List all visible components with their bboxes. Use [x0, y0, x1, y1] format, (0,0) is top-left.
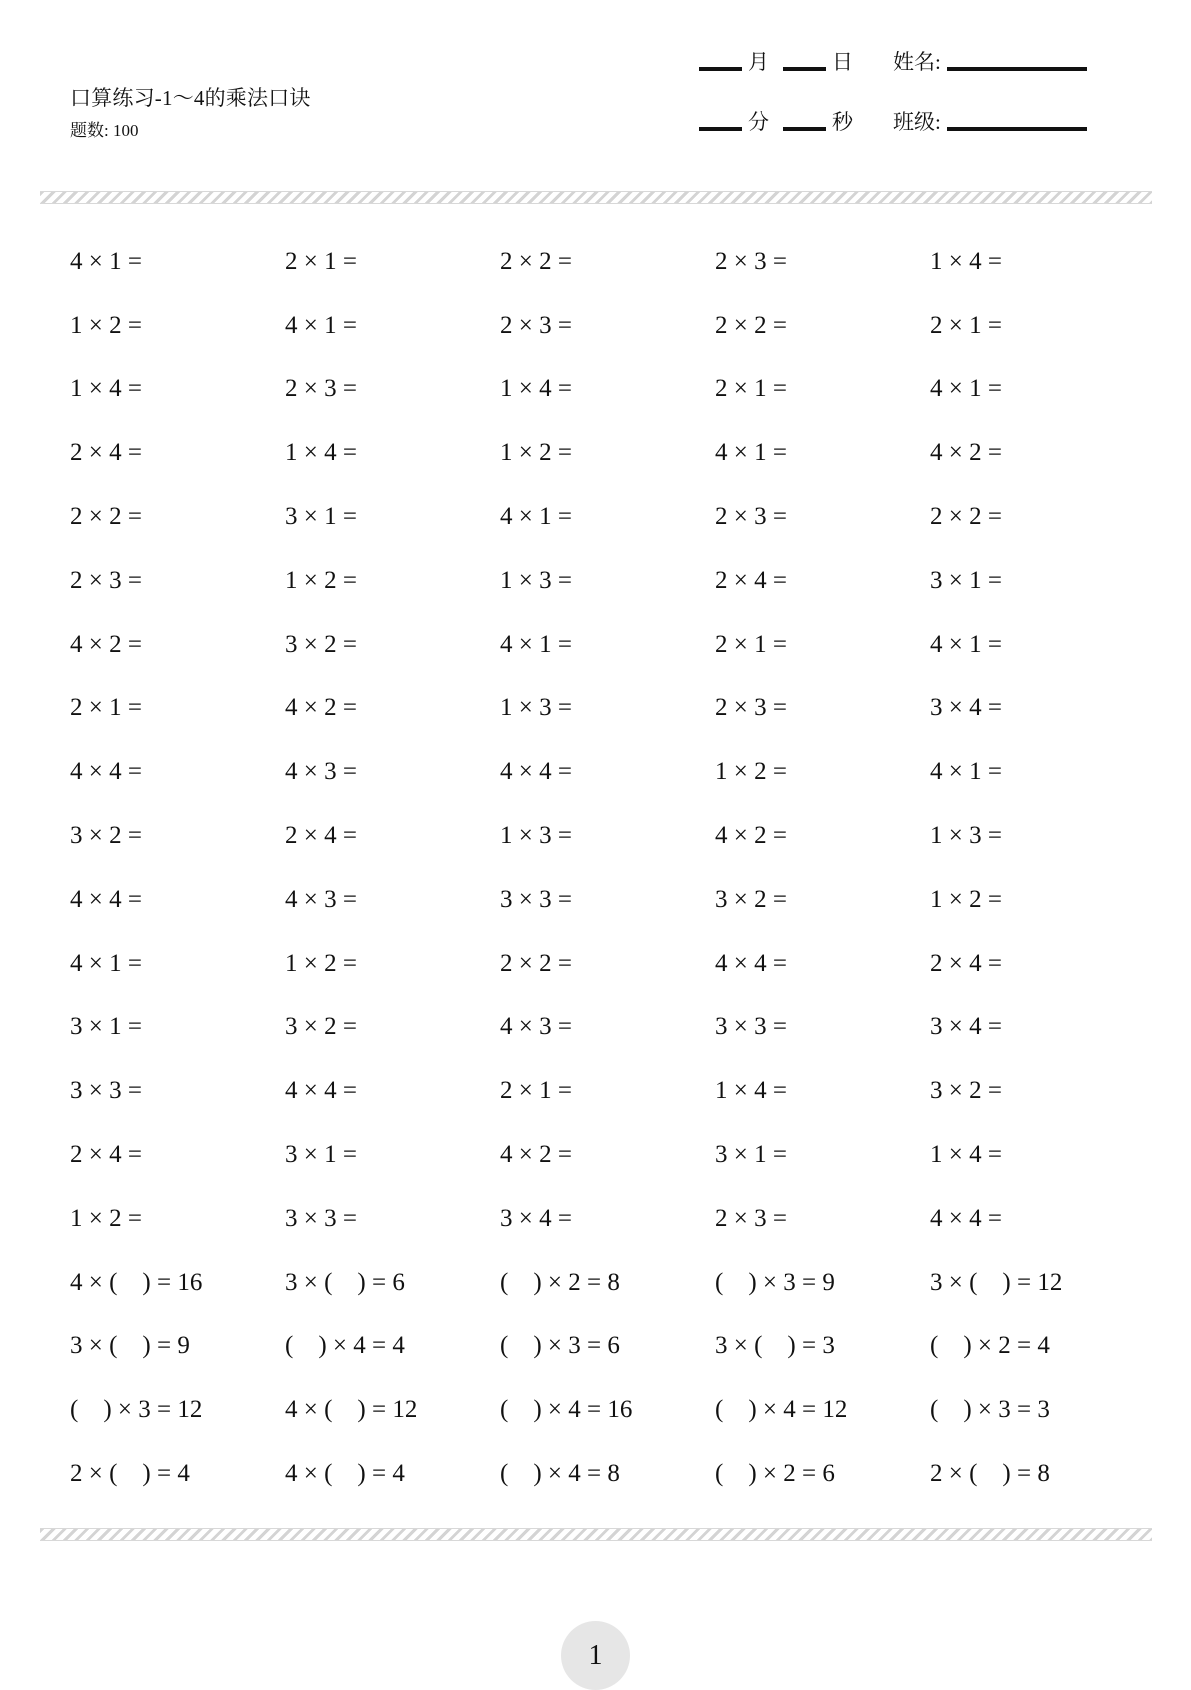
problem-item: 4 × 1 =: [70, 949, 142, 977]
problem-item: 1 × 3 =: [500, 694, 572, 722]
problem-item: ( ) × 3 = 12: [70, 1396, 203, 1424]
problem-item: 2 × 4 =: [285, 822, 357, 850]
problem-row: [70, 485, 1150, 549]
problem-item: 4 × 1 =: [930, 375, 1002, 403]
problem-item: ( ) × 3 = 6: [500, 1332, 620, 1360]
problem-item: 3 × 1 =: [70, 1013, 142, 1041]
problem-item: 3 × 2 =: [285, 1013, 357, 1041]
problem-item: 4 × 1 =: [930, 758, 1002, 786]
problem-count: 题数: 100: [70, 121, 139, 140]
problem-item: 1 × 2 =: [500, 439, 572, 467]
problem-item: 1 × 4 =: [930, 1141, 1002, 1169]
problem-item: 4 × 4 =: [70, 758, 142, 786]
problem-item: 4 × 2 =: [70, 630, 142, 658]
problem-item: 2 × 3 =: [285, 375, 357, 403]
problem-item: 2 × 1 =: [930, 311, 1002, 339]
page-number: [561, 1621, 630, 1690]
problem-item: 2 × 1 =: [70, 694, 142, 722]
problem-row: [70, 932, 1150, 996]
problem-item: 3 × 1 =: [285, 503, 357, 531]
problem-item: 2 × 1 =: [715, 375, 787, 403]
problem-item: 4 × 4 =: [930, 1204, 1002, 1232]
problem-item: 2 × 3 =: [715, 694, 787, 722]
problem-row: [70, 421, 1150, 485]
problem-item: 1 × 4 =: [70, 375, 142, 403]
problem-item: 2 × 3 =: [715, 247, 787, 275]
name-field: [893, 46, 1087, 76]
problem-item: 4 × ( ) = 12: [285, 1396, 418, 1424]
problem-item: 3 × 2 =: [70, 822, 142, 850]
problem-item: 2 × 3 =: [500, 311, 572, 339]
second-blank[interactable]: [783, 127, 826, 131]
problem-item: 4 × 4 =: [500, 758, 572, 786]
problem-item: 3 × 3 =: [715, 1013, 787, 1041]
problem-item: 3 × ( ) = 3: [715, 1332, 835, 1360]
second-label: 秒: [832, 110, 853, 134]
problem-row: [70, 740, 1150, 804]
problem-item: 4 × 4 =: [285, 1077, 357, 1105]
problem-item: 2 × 2 =: [500, 949, 572, 977]
problem-item: 3 × 2 =: [930, 1077, 1002, 1105]
problem-item: 2 × 4 =: [70, 1141, 142, 1169]
problem-item: 2 × 3 =: [715, 1204, 787, 1232]
problem-item: 3 × 4 =: [930, 1013, 1002, 1041]
problem-item: 1 × 3 =: [500, 822, 572, 850]
problem-item: 2 × ( ) = 8: [930, 1460, 1050, 1488]
problem-grid: [70, 230, 1150, 1506]
problem-item: 1 × 2 =: [285, 949, 357, 977]
problem-item: 2 × 2 =: [500, 247, 572, 275]
problem-item: 2 × 2 =: [930, 503, 1002, 531]
problem-item: ( ) × 4 = 8: [500, 1460, 620, 1488]
problem-item: 2 × 4 =: [715, 566, 787, 594]
problem-item: 2 × 2 =: [715, 311, 787, 339]
problem-item: 3 × 4 =: [500, 1204, 572, 1232]
problem-item: 1 × 2 =: [70, 1204, 142, 1232]
problem-item: 4 × 3 =: [500, 1013, 572, 1041]
problem-row: [70, 230, 1150, 294]
problem-item: 4 × 3 =: [285, 758, 357, 786]
problem-item: 2 × 2 =: [70, 503, 142, 531]
problem-row: [70, 1059, 1150, 1123]
problem-item: 3 × 3 =: [70, 1077, 142, 1105]
problem-item: 4 × 2 =: [715, 822, 787, 850]
problem-item: 2 × 4 =: [70, 439, 142, 467]
problem-item: 3 × 1 =: [285, 1141, 357, 1169]
problem-row: [70, 868, 1150, 932]
problem-row: [70, 1187, 1150, 1251]
class-blank[interactable]: [947, 127, 1087, 131]
problem-item: 4 × 2 =: [285, 694, 357, 722]
problem-row: [70, 1123, 1150, 1187]
time-field: [699, 106, 867, 136]
problem-row: [70, 1378, 1150, 1442]
problem-item: 4 × 4 =: [715, 949, 787, 977]
problem-item: 4 × 1 =: [285, 311, 357, 339]
problem-row: [70, 996, 1150, 1060]
problem-item: 3 × ( ) = 9: [70, 1332, 190, 1360]
problem-item: 4 × 1 =: [715, 439, 787, 467]
minute-label: 分: [748, 110, 769, 134]
problem-item: 3 × 1 =: [930, 566, 1002, 594]
problem-item: 4 × 2 =: [930, 439, 1002, 467]
month-label: 月: [748, 50, 769, 74]
problem-item: 2 × ( ) = 4: [70, 1460, 190, 1488]
problem-item: 4 × 2 =: [500, 1141, 572, 1169]
day-label: 日: [832, 50, 853, 74]
problem-item: 1 × 2 =: [70, 311, 142, 339]
problem-item: ( ) × 2 = 4: [930, 1332, 1050, 1360]
problem-row: [70, 1442, 1150, 1506]
problem-item: 3 × 1 =: [715, 1141, 787, 1169]
month-blank[interactable]: [699, 67, 742, 71]
problem-item: 3 × 3 =: [500, 885, 572, 913]
class-label: 班级:: [893, 110, 941, 134]
problem-item: ( ) × 2 = 8: [500, 1268, 620, 1296]
problem-item: ( ) × 4 = 16: [500, 1396, 633, 1424]
problem-item: ( ) × 4 = 4: [285, 1332, 405, 1360]
day-blank[interactable]: [783, 67, 826, 71]
top-divider: [40, 191, 1152, 204]
problem-item: ( ) × 2 = 6: [715, 1460, 835, 1488]
problem-row: [70, 358, 1150, 422]
name-label: 姓名:: [893, 50, 941, 74]
bottom-divider: [40, 1528, 1152, 1541]
problem-item: 2 × 1 =: [500, 1077, 572, 1105]
problem-item: 1 × 4 =: [500, 375, 572, 403]
problem-item: 4 × 1 =: [70, 247, 142, 275]
problem-item: 2 × 3 =: [715, 503, 787, 531]
problem-item: 4 × 4 =: [70, 885, 142, 913]
problem-item: 4 × 3 =: [285, 885, 357, 913]
problem-row: [70, 294, 1150, 358]
worksheet-title: 口算练习-1～4的乘法口诀: [70, 86, 311, 110]
page-number-label: 1: [588, 1639, 603, 1671]
problem-item: 4 × 1 =: [500, 503, 572, 531]
problem-item: 1 × 3 =: [930, 822, 1002, 850]
problem-item: ( ) × 4 = 12: [715, 1396, 848, 1424]
date-field: [699, 46, 867, 76]
problem-item: 2 × 1 =: [285, 247, 357, 275]
problem-item: 3 × ( ) = 12: [930, 1268, 1063, 1296]
problem-item: 1 × 2 =: [930, 885, 1002, 913]
problem-row: [70, 549, 1150, 613]
name-blank[interactable]: [947, 67, 1087, 71]
problem-item: 1 × 4 =: [930, 247, 1002, 275]
problem-item: 3 × 4 =: [930, 694, 1002, 722]
problem-item: 4 × 1 =: [500, 630, 572, 658]
problem-row: [70, 804, 1150, 868]
problem-item: 3 × 2 =: [285, 630, 357, 658]
problem-item: 1 × 4 =: [715, 1077, 787, 1105]
problem-item: 1 × 4 =: [285, 439, 357, 467]
problem-item: 3 × ( ) = 6: [285, 1268, 405, 1296]
problem-item: 1 × 2 =: [715, 758, 787, 786]
problem-item: 2 × 1 =: [715, 630, 787, 658]
problem-item: 1 × 3 =: [500, 566, 572, 594]
minute-blank[interactable]: [699, 127, 742, 131]
problem-item: ( ) × 3 = 9: [715, 1268, 835, 1296]
problem-item: 1 × 2 =: [285, 566, 357, 594]
problem-item: 3 × 2 =: [715, 885, 787, 913]
problem-item: ( ) × 3 = 3: [930, 1396, 1050, 1424]
problem-row: [70, 1315, 1150, 1379]
problem-row: [70, 613, 1150, 677]
problem-item: 4 × ( ) = 4: [285, 1460, 405, 1488]
problem-row: [70, 1251, 1150, 1315]
problem-row: [70, 677, 1150, 741]
class-field: [893, 106, 1087, 136]
problem-item: 3 × 3 =: [285, 1204, 357, 1232]
problem-item: 2 × 3 =: [70, 566, 142, 594]
problem-item: 4 × 1 =: [930, 630, 1002, 658]
problem-item: 2 × 4 =: [930, 949, 1002, 977]
problem-item: 4 × ( ) = 16: [70, 1268, 203, 1296]
